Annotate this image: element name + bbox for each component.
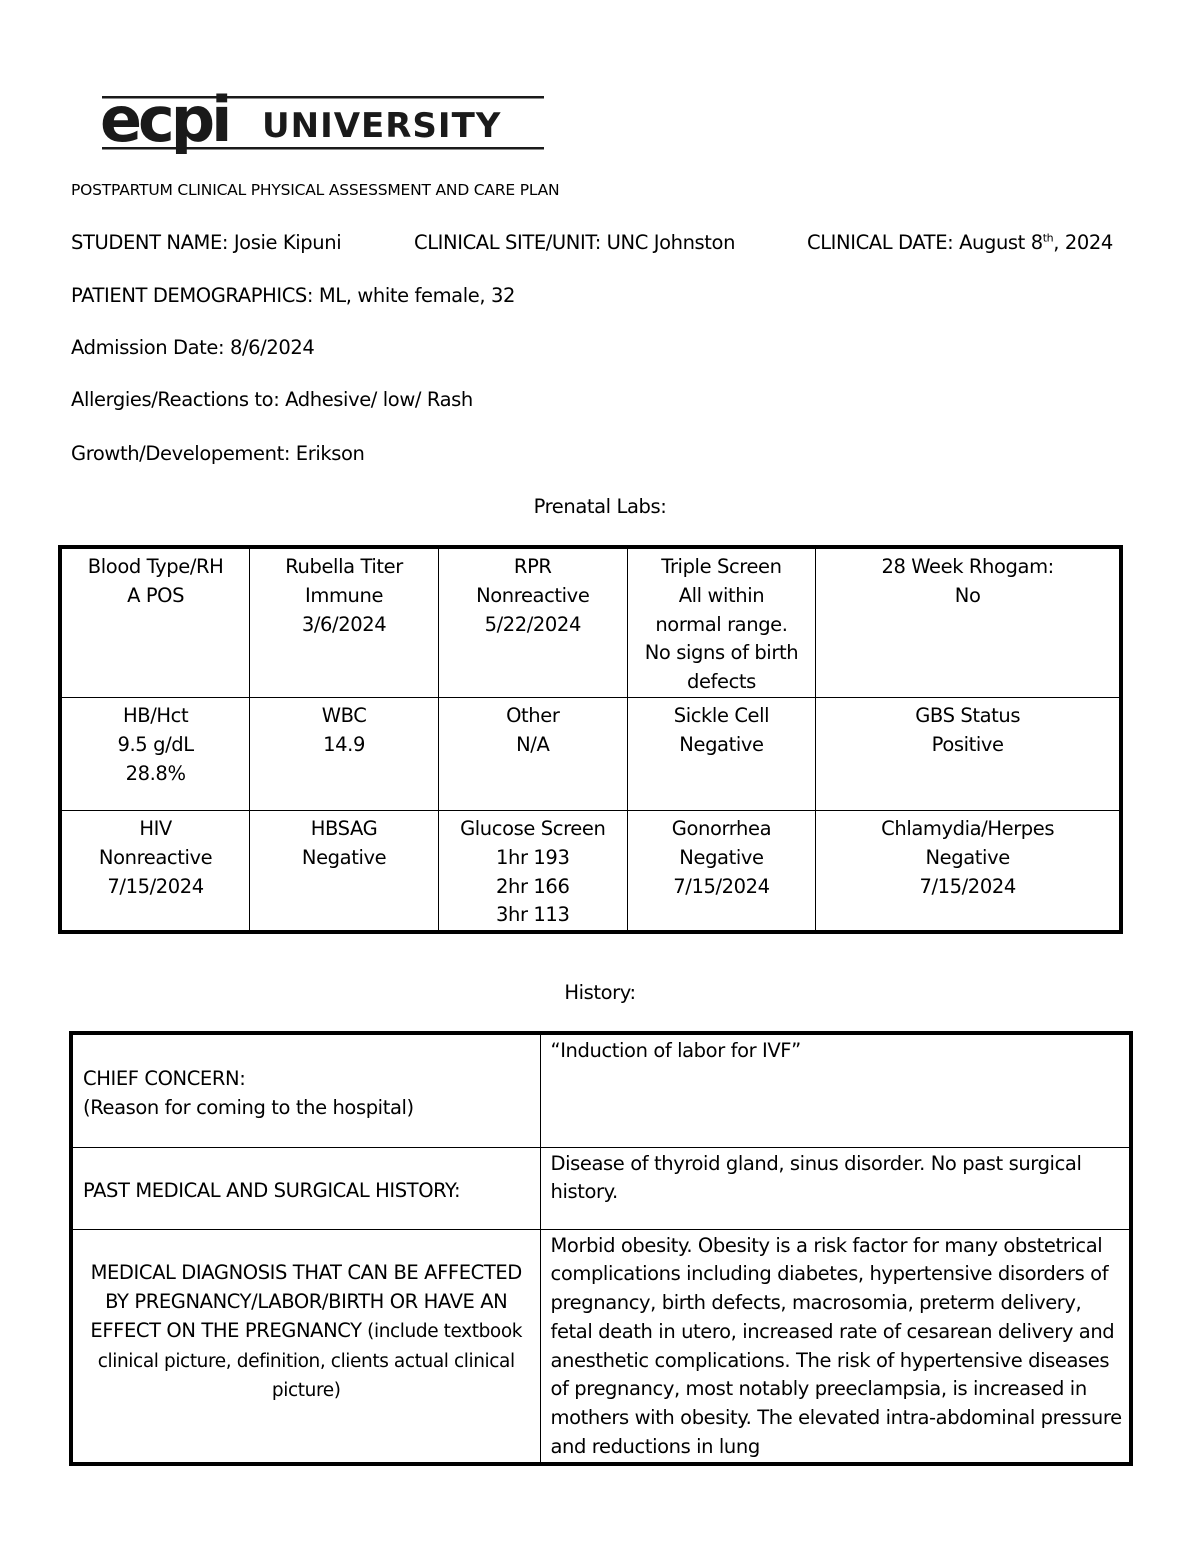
table-row xyxy=(60,810,1121,932)
lab-name: HB/Hct xyxy=(122,703,189,727)
student-name: STUDENT NAME: Josie Kipuni xyxy=(71,231,342,254)
diagnosis-label-bold: MEDICAL DIAGNOSIS THAT CAN BE AFFECTED BY PREGNANCY/LABOR/BIRTH OR HAVE AN EFFECT ON THE PREGNANCY xyxy=(90,1261,522,1342)
lab-cell xyxy=(60,810,250,932)
lab-value: Negative xyxy=(301,845,387,869)
table-row xyxy=(71,1229,1131,1464)
lab-value: Positive xyxy=(931,732,1004,756)
table-row xyxy=(71,1147,1131,1229)
diagnosis-value: Morbid obesity. Obesity is a risk factor for many obstetrical complications including diabetes, hypertensive disorders of pregnancy, birth defects, macrosomia, preterm delivery, fetal death in utero, increased rate of cesarean delivery and anesthetic complications. The risk of hypertensive diseases of pregnancy, most notably preeclampsia, is increased in mothers with obesity. The elevated intra-abdominal pressure and reductions in lung xyxy=(540,1229,1131,1464)
lab-cell xyxy=(816,547,1121,697)
lab-value: No xyxy=(954,583,981,607)
history-heading: History: xyxy=(564,981,636,1004)
growth-development: Growth/Developement: Erikson xyxy=(71,442,365,465)
lab-value: Negative xyxy=(679,845,764,869)
logo-word: UNIVERSITY xyxy=(262,106,502,146)
diagnosis-label-note: (include textbook clinical picture, definition, clients actual clinical picture) xyxy=(97,1320,523,1402)
lab-value: 9.5 g/dL xyxy=(117,732,194,756)
lab-name: Other xyxy=(506,703,560,727)
clinical-date-prefix: CLINICAL DATE: August 8 xyxy=(807,231,1043,254)
lab-name: Gonorrhea xyxy=(671,816,772,840)
lab-value: 3hr 113 xyxy=(496,903,570,927)
lab-cell xyxy=(60,697,250,810)
lab-value: 7/15/2024 xyxy=(919,874,1016,898)
lab-name: Glucose Screen xyxy=(460,816,606,840)
chief-concern-value: “Induction of labor for IVF” xyxy=(540,1033,1131,1147)
lab-value: A POS xyxy=(127,583,185,607)
lab-value: Negative xyxy=(925,845,1010,869)
ecpi-university-logo xyxy=(98,88,548,160)
prenatal-labs-heading: Prenatal Labs: xyxy=(533,495,667,518)
document-title: POSTPARTUM CLINICAL PHYSICAL ASSESSMENT AND CARE PLAN xyxy=(71,181,560,199)
lab-cell xyxy=(438,810,627,932)
past-history-label: PAST MEDICAL AND SURGICAL HISTORY: xyxy=(71,1147,540,1229)
lab-value: No signs of birth xyxy=(644,641,799,665)
lab-value: 1hr 193 xyxy=(496,845,570,869)
lab-name: HIV xyxy=(139,816,172,840)
lab-name: Chlamydia/Herpes xyxy=(881,816,1055,840)
lab-cell xyxy=(250,810,439,932)
lab-cell xyxy=(627,697,816,810)
chief-concern-label-line: CHIEF CONCERN: xyxy=(83,1066,246,1090)
lab-value: Nonreactive xyxy=(98,845,213,869)
admission-date: Admission Date: 8/6/2024 xyxy=(71,336,315,359)
lab-value: Nonreactive xyxy=(476,583,590,607)
lab-cell xyxy=(816,810,1121,932)
lab-value: 14.9 xyxy=(323,732,365,756)
lab-cell xyxy=(438,547,627,697)
lab-name: Blood Type/RH xyxy=(87,555,224,578)
lab-value: Immune xyxy=(305,583,384,607)
lab-name: 28 Week Rhogam: xyxy=(881,555,1054,578)
lab-name: Triple Screen xyxy=(661,555,782,578)
table-row xyxy=(60,697,1121,810)
lab-name: WBC xyxy=(321,703,367,727)
lab-value: defects xyxy=(686,670,756,694)
lab-cell xyxy=(60,547,250,697)
diagnosis-label xyxy=(71,1229,540,1464)
clinical-date-suffix: , 2024 xyxy=(1053,231,1113,254)
lab-value: N/A xyxy=(516,732,550,756)
clinical-site: CLINICAL SITE/UNIT: UNC Johnston xyxy=(414,231,736,254)
lab-value: 5/22/2024 xyxy=(484,612,581,636)
table-row xyxy=(71,1033,1131,1147)
lab-value: All within xyxy=(678,583,765,607)
lab-value: Negative xyxy=(679,732,764,756)
lab-value: 28.8% xyxy=(125,761,186,785)
prenatal-labs-table xyxy=(58,545,1123,934)
table-row xyxy=(60,547,1121,697)
past-history-value: Disease of thyroid gland, sinus disorder. No past surgical history. xyxy=(540,1147,1131,1229)
lab-value: 7/15/2024 xyxy=(107,874,204,898)
lab-name: HBSAG xyxy=(310,816,378,840)
chief-concern-label xyxy=(71,1033,540,1147)
chief-concern-label-line: (Reason for coming to the hospital) xyxy=(83,1095,414,1119)
lab-name: Rubella Titer xyxy=(285,555,403,578)
patient-demographics: PATIENT DEMOGRAPHICS: ML, white female, 32 xyxy=(71,284,515,307)
logo-brand: ecpi xyxy=(100,88,229,156)
lab-cell xyxy=(816,697,1121,810)
lab-cell xyxy=(627,810,816,932)
lab-name: Sickle Cell xyxy=(673,703,770,727)
clinical-date-sup: th xyxy=(1042,231,1054,245)
lab-value: 7/15/2024 xyxy=(673,874,770,898)
lab-cell xyxy=(438,697,627,810)
lab-value: 3/6/2024 xyxy=(301,612,387,636)
clinical-date xyxy=(807,231,1113,254)
lab-cell xyxy=(250,697,439,810)
lab-value: normal range. xyxy=(655,612,788,636)
lab-name: GBS Status xyxy=(915,703,1021,727)
allergies: Allergies/Reactions to: Adhesive/ low/ Rash xyxy=(71,388,473,411)
lab-cell xyxy=(250,547,439,697)
lab-value: 2hr 166 xyxy=(496,874,570,898)
lab-name: RPR xyxy=(513,555,552,578)
history-table xyxy=(69,1031,1133,1466)
lab-cell xyxy=(627,547,816,697)
